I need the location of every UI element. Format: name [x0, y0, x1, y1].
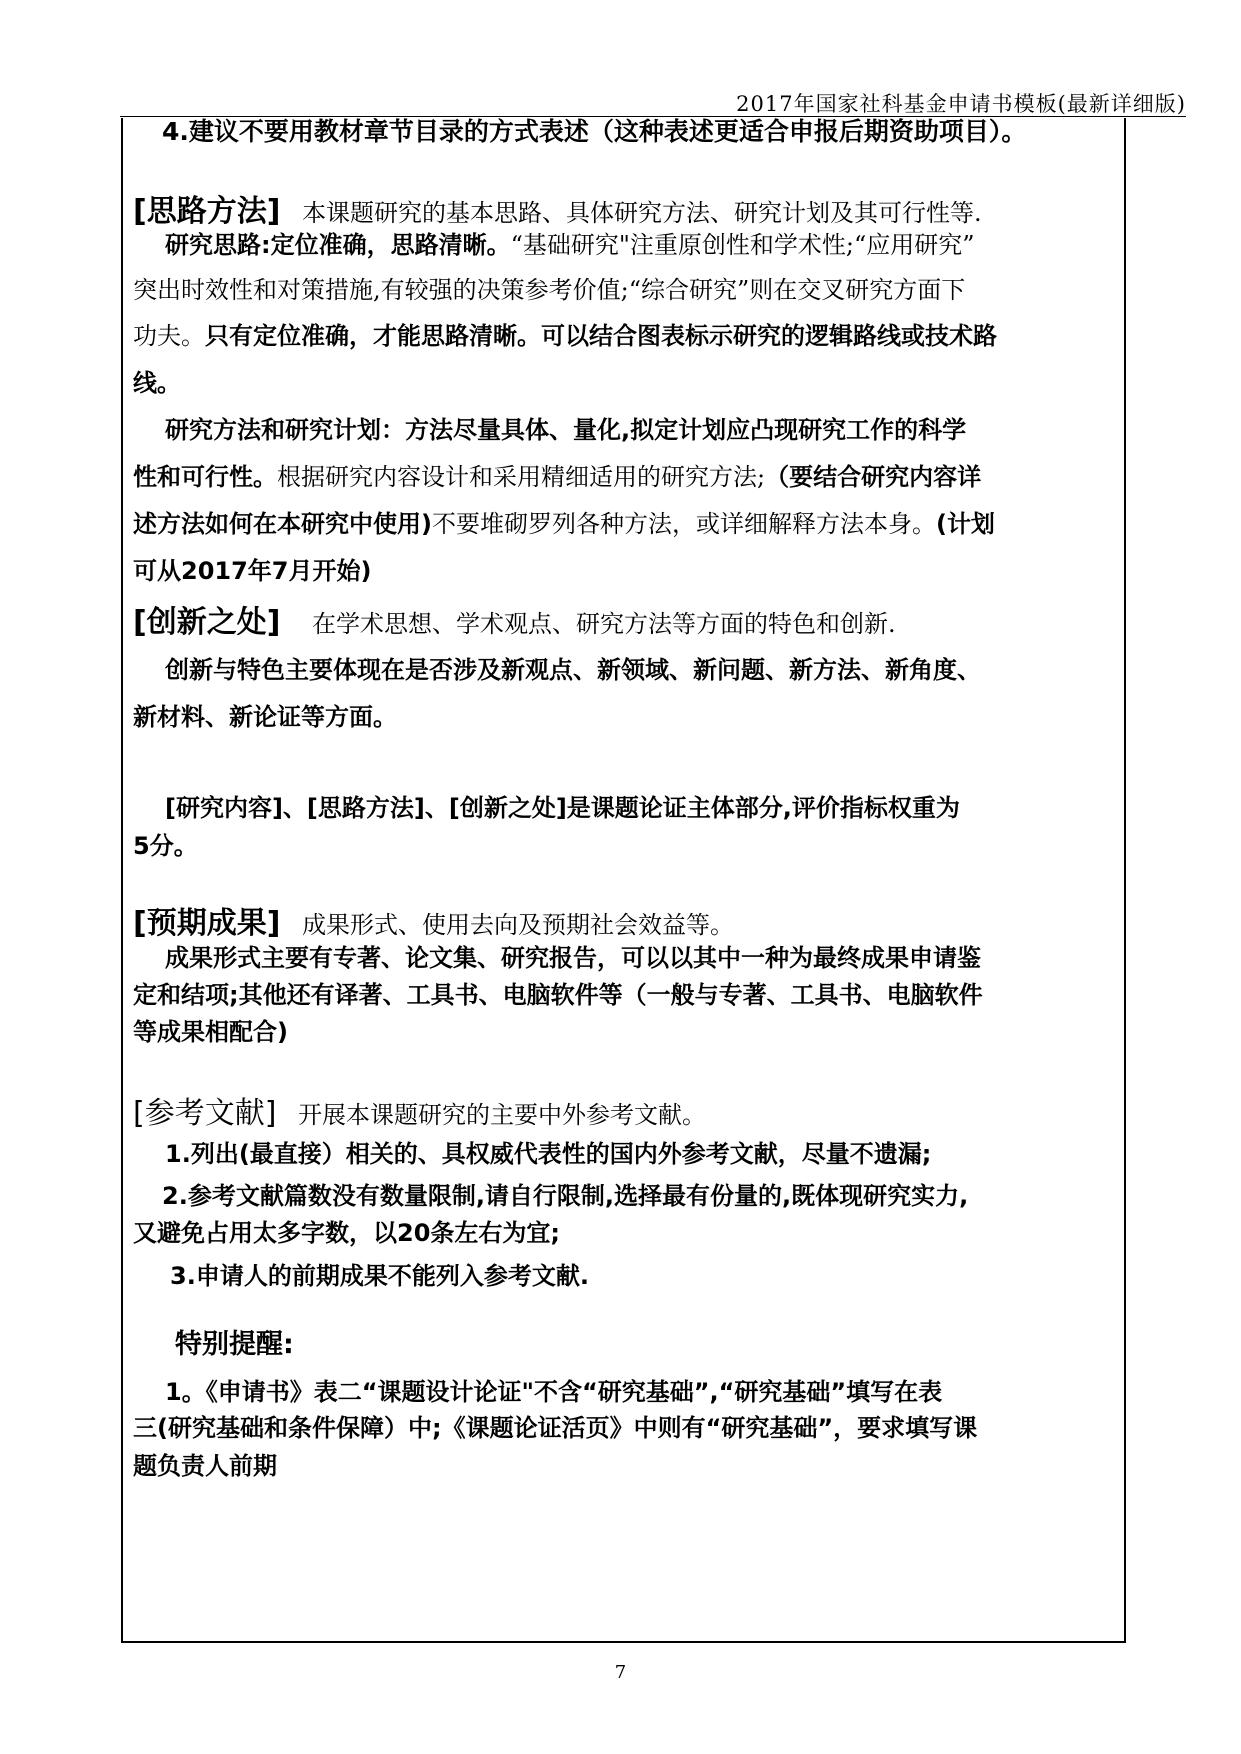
section-heading: [133, 898, 734, 942]
section-heading: [133, 186, 982, 230]
page-number: 7: [614, 1662, 627, 1683]
section-desc: 成果形式、使用去向及预期社会效益等。: [302, 911, 735, 939]
text-line: [研究内容]、[思路方法]、[创新之处]是课题论证主体部分,评价指标权重为: [165, 794, 960, 822]
text-bold: 研究思路:定位准确，思路清晰。: [165, 231, 511, 259]
text-line: 新材料、新论证等方面。: [133, 703, 397, 731]
text-line: 成果形式主要有专著、论文集、研究报告，可以以其中一种为最终成果申请鉴: [165, 944, 981, 972]
section-title: [预期成果]: [133, 906, 281, 941]
text-bold: 只有定位准确，才能思路清晰。可以结合图表标示研究的逻辑路线或技术路: [205, 322, 997, 350]
text-bold: 述方法如何在本研究中使用): [133, 510, 432, 538]
text-light: 根据研究内容设计和采用精细适用的研究方法;: [277, 463, 766, 491]
text-line: 线。: [133, 369, 181, 397]
text-line: 3.申请人的前期成果不能列入参考文献.: [170, 1262, 589, 1290]
text-light: 功夫。: [133, 322, 205, 350]
section-heading: [133, 597, 896, 641]
text-line: [133, 457, 981, 492]
text-line: 题负责人前期: [133, 1452, 277, 1480]
text-line: 2.参考文献篇数没有数量限制,请自行限制,选择最有份量的,既体现研究实力,: [162, 1182, 969, 1210]
text-line: 可从2017年7月开始): [133, 557, 372, 585]
text-line: 5分。: [133, 832, 198, 860]
section-heading: [133, 1088, 706, 1132]
text-line: 1。《申请书》表二“课题设计论证"不含“研究基础”,“研究基础”填写在表: [165, 1378, 943, 1406]
reminder-title: 特别提醒:: [175, 1329, 294, 1360]
text-line: 研究方法和研究计划：方法尽量具体、量化,拟定计划应凸现研究工作的科学: [165, 416, 967, 444]
text-light: 不要堆砌罗列各种方法，或详细解释方法本身。: [431, 510, 936, 538]
text-line: 等成果相配合): [133, 1018, 288, 1046]
section-desc: 开展本课题研究的主要中外参考文献。: [298, 1101, 707, 1129]
text-line: 1.列出(最直接）相关的、具权威代表性的国内外参考文献，尽量不遗漏;: [165, 1140, 932, 1168]
text-line: 又避免占用太多字数，以20条左右为宜;: [133, 1219, 560, 1247]
section-desc: 本课题研究的基本思路、具体研究方法、研究计划及其可行性等.: [302, 199, 982, 227]
text-bold: 性和可行性。: [133, 463, 277, 491]
text-bold: （要结合研究内容详: [765, 463, 982, 491]
section-title: [思路方法]: [133, 194, 281, 229]
text-line: 创新与特色主要体现在是否涉及新观点、新领域、新问题、新方法、新角度、: [165, 656, 981, 684]
text-line: 突出时效性和对策措施,有较强的决策参考价值;“综合研究”则在交叉研究方面下: [133, 276, 966, 304]
text-line: [133, 316, 997, 351]
text-line: 三(研究基础和条件保障）中;《课题论证活页》中则有“研究基础”，要求填写课: [133, 1414, 978, 1442]
text-line: [133, 504, 995, 539]
text-line: 4.建议不要用教材章节目录的方式表述（这种表述更适合申报后期资助项目）。: [162, 117, 1027, 146]
text-line: 定和结项;其他还有译著、工具书、电脑软件等（一般与专著、工具书、电脑软件: [133, 981, 983, 1009]
section-title: [创新之处]: [133, 605, 281, 640]
section-desc: 在学术思想、学术观点、研究方法等方面的特色和创新.: [312, 610, 896, 638]
text-line: [165, 225, 975, 260]
text-light: “基础研究"注重原创性和学术性;“应用研究”: [510, 231, 975, 259]
section-title: [参考文献]: [133, 1096, 277, 1131]
header-title: 2017年国家社科基金申请书模板(最新详细版): [736, 92, 1186, 116]
text-bold: (计划: [935, 510, 995, 538]
